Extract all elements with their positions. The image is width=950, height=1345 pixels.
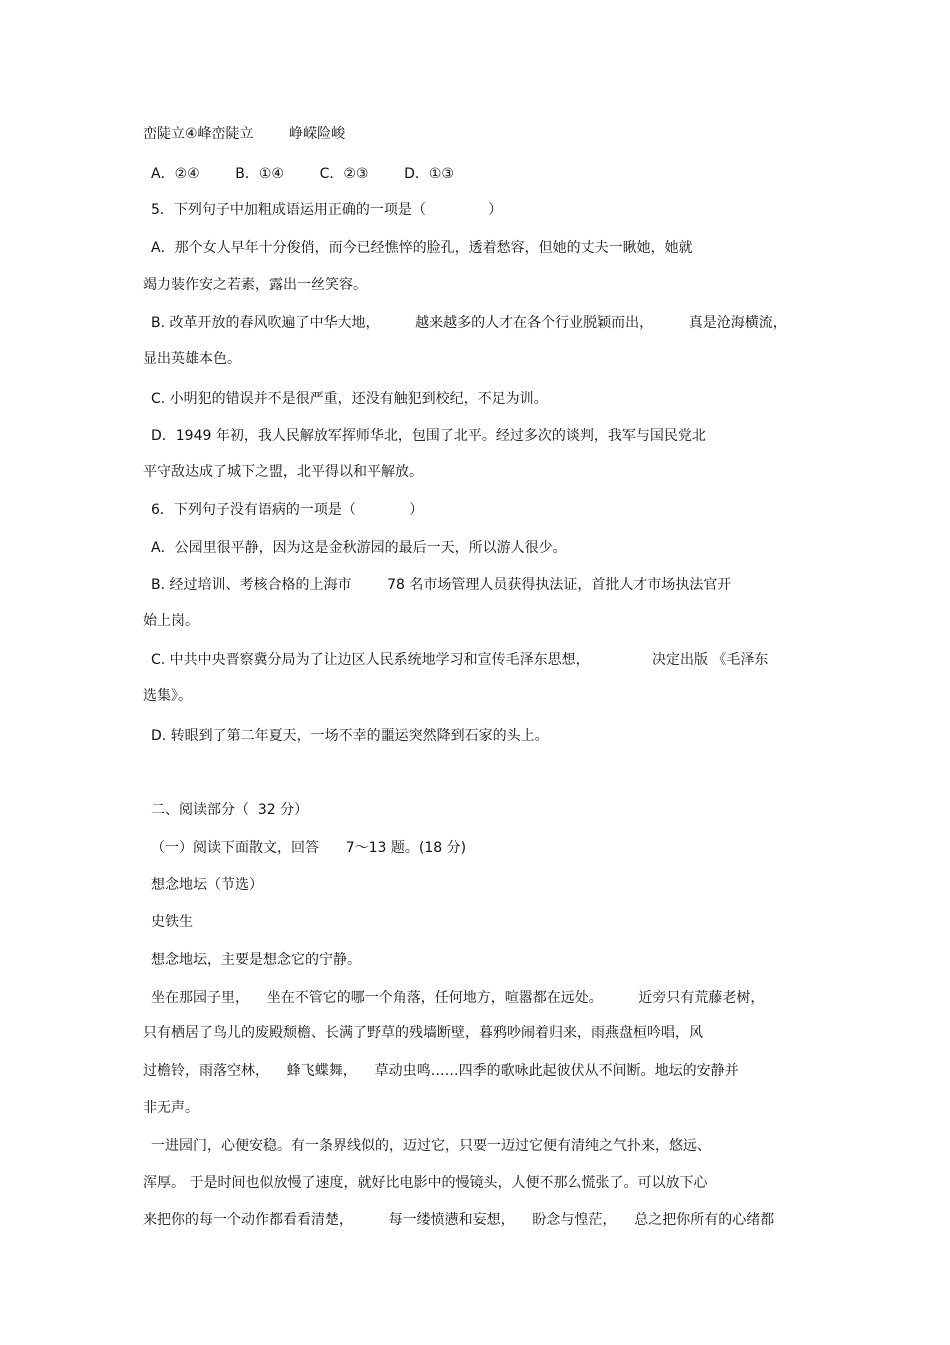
text-line-24: 只有栖居了鸟儿的废殿颓檐、长满了野草的残墙断壁，暮鸦吵闹着归来，雨燕盘桓吟唱，风 (143, 1025, 703, 1041)
text-line-10: 平守敌达成了城下之盟，北平得以和平解放。 (143, 464, 423, 480)
text-line-11: 6．下列句子没有语病的一项是（ ） (151, 502, 424, 518)
text-line-2: A．②④ B．①④ C．②③ D．①③ (151, 166, 454, 182)
text-line-3: 5．下列句子中加粗成语运用正确的一项是（ ） (151, 202, 503, 218)
text-line-26: 非无声。 (143, 1100, 199, 1116)
text-line-14: 始上岗。 (143, 613, 199, 629)
text-line-23: 坐在那园子里， 坐在不管它的哪一个角落，任何地方，喧嚣都在远处。 近旁只有荒藤老树， (151, 990, 765, 1006)
text-line-5: 竭力装作安之若素，露出一丝笑容。 (143, 277, 367, 293)
text-line-29: 来把你的每一个动作都看看清楚， 每一缕愤懑和妄想， 盼念与惶茫， 总之把你所有的心绪都 (143, 1212, 775, 1228)
text-line-15: C. 中共中央晋察冀分局为了让边区人民系统地学习和宣传毛泽东思想， 决定出版 《毛泽东 (151, 652, 769, 668)
text-line-7: 显出英雄本色。 (143, 351, 241, 367)
text-line-25: 过檐铃，雨落空林， 蜂飞蝶舞， 草动虫鸣……四季的歌咏此起彼伏从不间断。地坛的安静并 (143, 1063, 739, 1079)
text-line-12: A．公园里很平静，因为这是金秋游园的最后一天，所以游人很少。 (151, 540, 567, 556)
text-line-6: B. 改革开放的春风吹遍了中华大地， 越来越多的人才在各个行业脱颖而出， 真是沧海横流， (151, 315, 787, 331)
text-line-19: （一）阅读下面散文，回答 7～13 题。(18 分) (151, 840, 467, 856)
text-line-1: 峦陡立④峰峦陡立 峥嵘险峻 (143, 126, 346, 142)
text-line-16: 选集》。 (143, 688, 192, 704)
text-line-27: 一进园门，心便安稳。有一条界线似的，迈过它，只要一迈过它便有清纯之气扑来，悠远、 (151, 1138, 711, 1154)
text-line-28: 浑厚。 于是时间也似放慢了速度，就好比电影中的慢镜头，人便不那么慌张了。可以放下心 (143, 1175, 708, 1191)
text-line-17: D. 转眼到了第二年夏天，一场不幸的噩运突然降到石家的头上。 (151, 728, 549, 744)
section-heading: 二、阅读部分（ 32 分） (151, 802, 309, 818)
text-line-22: 想念地坛，主要是想念它的宁静。 (151, 952, 361, 968)
text-line-13: B. 经过培训、考核合格的上海市 78 名市场管理人员获得执法证，首批人才市场执法官开 (151, 577, 732, 593)
essay-author: 史铁生 (151, 914, 193, 930)
text-line-9: D．1949 年初，我人民解放军挥师华北，包围了北平。经过多次的谈判，我军与国民党北 (151, 428, 706, 444)
essay-title: 想念地坛（节选） (151, 877, 263, 893)
text-line-8: C. 小明犯的错误并不是很严重，还没有触犯到校纪，不足为训。 (151, 391, 548, 407)
text-line-4: A．那个女人早年十分俊俏，而今已经憔悴的脸孔，透着愁容，但她的丈夫一瞅她，她就 (151, 240, 693, 256)
